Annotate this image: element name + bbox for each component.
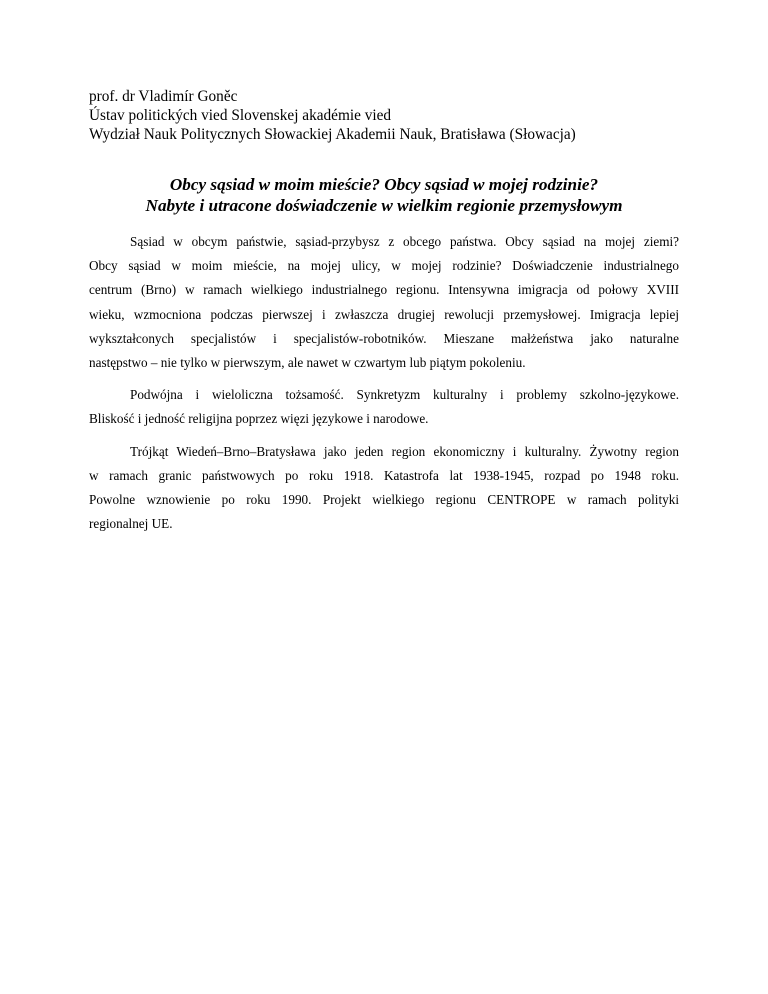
paragraph-line: Podwójna i wieloliczna tożsamość. Synkretyzm kulturalny i problemy szkolno-językowe.: [130, 387, 679, 403]
paragraph-1: [89, 230, 679, 375]
affiliation-polish: Wydział Nauk Politycznych Słowackiej Akademii Nauk, Bratisława (Słowacja): [89, 126, 576, 143]
author-name: prof. dr Vladimír Goněc: [89, 88, 238, 105]
paragraph-line: wykształconych specjalistów i specjalistów-robotników. Mieszane małżeństwa jako naturalne: [89, 330, 679, 346]
paragraph-line: wieku, wzmocniona podczas pierwszej i zwłaszcza drugiej rewolucji przemysłowej. Imigracja lepiej: [89, 306, 679, 322]
paragraph-line: Obcy sąsiad w moim mieście, na mojej ulicy, w mojej rodzinie? Doświadczenie industrialnego: [89, 258, 679, 274]
paragraph-line: regionalnej UE.: [89, 516, 173, 532]
title-line-2: Nabyte i utracone doświadczenie w wielkim regionie przemysłowym: [145, 196, 623, 215]
paragraph-3: [89, 440, 679, 537]
paragraph-line: Sąsiad w obcym państwie, sąsiad-przybysz z obcego państwa. Obcy sąsiad na mojej ziemi?: [130, 234, 679, 249]
paragraph-line: w ramach granic państwowych po roku 1918. Katastrofa lat 1938-1945, rozpad po 1948 roku.: [89, 467, 679, 483]
paragraph-line: Bliskość i jedność religijna poprzez więzi językowe i narodowe.: [89, 411, 429, 427]
title-line-1: Obcy sąsiad w moim mieście? Obcy sąsiad w mojej rodzinie?: [169, 175, 599, 194]
paragraph-line: Trójkąt Wiedeń–Brno–Bratysława jako jeden region ekonomiczny i kulturalny. Żywotny region: [130, 443, 679, 459]
document-title: [89, 174, 679, 216]
paragraph-line: Powolne wznowienie po roku 1990. Projekt wielkiego regionu CENTROPE w ramach polityki: [89, 491, 679, 507]
paragraph-line: centrum (Brno) w ramach wielkiego industrialnego regionu. Intensywna imigracja od połowy XVIII: [89, 282, 679, 298]
author-header: [89, 87, 689, 144]
abstract-body: [89, 230, 679, 544]
paragraph-line: następstwo – nie tylko w pierwszym, ale nawet w czwartym lub piątym pokoleniu.: [89, 354, 526, 370]
paragraph-2: [89, 383, 679, 431]
affiliation-slovak: Ústav politických vied Slovenskej akadémie vied: [89, 107, 392, 124]
